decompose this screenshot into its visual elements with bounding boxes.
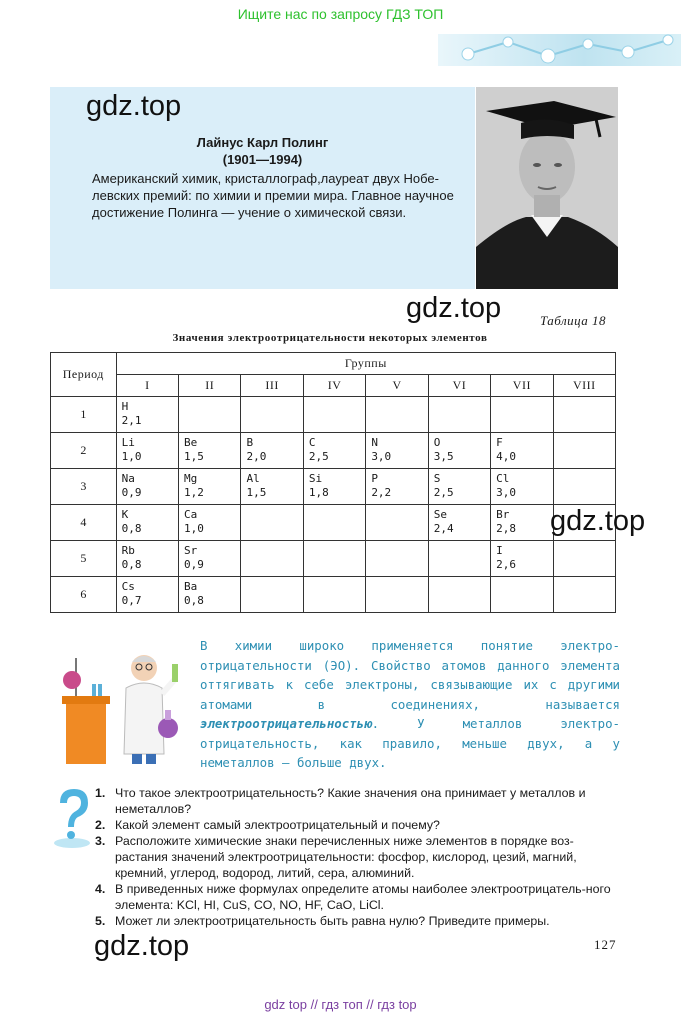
element-cell bbox=[366, 577, 428, 613]
element-cell bbox=[303, 469, 365, 505]
element-cell bbox=[179, 577, 241, 613]
intro-term: электроотрицательностью bbox=[200, 716, 372, 731]
intro-text-end: . У металлов электро-отрицательность, как правило, меньше двух, а у неметаллов — больше двух. bbox=[200, 716, 620, 770]
electronegativity-value: 2,2 bbox=[371, 486, 392, 499]
element-symbol: K bbox=[121, 508, 129, 521]
page-number: 127 bbox=[594, 937, 617, 952]
search-banner[interactable]: Ищите нас по запросу ГДЗ ТОП bbox=[237, 6, 444, 22]
element-symbol: P bbox=[371, 472, 378, 485]
group-header: I bbox=[116, 375, 178, 397]
bio-text bbox=[92, 170, 464, 221]
electronegativity-value: 0,8 bbox=[184, 594, 204, 607]
element-symbol: Cl bbox=[496, 472, 510, 485]
element-cell bbox=[303, 541, 365, 577]
electronegativity-table bbox=[50, 352, 616, 613]
element-symbol: Sr bbox=[184, 544, 198, 557]
element-symbol: Na bbox=[121, 472, 135, 485]
element-symbol: S bbox=[433, 472, 441, 485]
electronegativity-value: 0,9 bbox=[184, 558, 204, 571]
electronegativity-value: 0,8 bbox=[121, 558, 142, 571]
question-item: 2. Какой элемент самый электроотрицательный и почему? bbox=[95, 818, 440, 832]
question-mark-icon bbox=[50, 787, 94, 849]
element-cell bbox=[303, 505, 365, 541]
electronegativity-value: 0,9 bbox=[121, 486, 142, 499]
element-cell bbox=[553, 433, 615, 469]
electronegativity-value: 4,0 bbox=[496, 450, 517, 463]
element-cell bbox=[116, 505, 178, 541]
element-symbol: Li bbox=[121, 436, 135, 449]
table-row bbox=[51, 397, 616, 433]
element-cell bbox=[116, 577, 178, 613]
element-cell bbox=[366, 469, 428, 505]
element-cell bbox=[491, 469, 553, 505]
element-cell bbox=[491, 505, 553, 541]
table-row bbox=[51, 469, 616, 505]
groups-header: Группы bbox=[116, 353, 615, 375]
table-caption: Значения электроотрицательности некоторых элементов bbox=[172, 332, 488, 344]
element-cell bbox=[241, 577, 303, 613]
electronegativity-value: 3,0 bbox=[496, 486, 517, 499]
electronegativity-value: 0,8 bbox=[121, 522, 142, 535]
element-symbol: B bbox=[246, 436, 254, 449]
intro-text: В химии широко применяется понятие электро-отрицательности (ЭО). Свойство атомов данного элемента оттягивать к себе электроны, связывающие их с другими атомами в соединениях, называется bbox=[200, 638, 620, 712]
element-cell bbox=[553, 541, 615, 577]
electronegativity-value: 2,8 bbox=[496, 522, 517, 535]
watermark: gdz.top bbox=[86, 90, 182, 122]
element-cell bbox=[366, 397, 428, 433]
electronegativity-value: 2,0 bbox=[246, 450, 267, 463]
element-cell bbox=[553, 577, 615, 613]
element-cell bbox=[366, 541, 428, 577]
electronegativity-value: 1,5 bbox=[184, 450, 204, 463]
electronegativity-value: 1,0 bbox=[184, 522, 204, 535]
table-label: Таблица 18 bbox=[540, 313, 607, 328]
element-cell bbox=[116, 433, 178, 469]
electronegativity-value: 1,8 bbox=[308, 486, 329, 499]
element-cell bbox=[303, 577, 365, 613]
element-cell bbox=[428, 397, 490, 433]
element-cell bbox=[303, 397, 365, 433]
element-symbol: Al bbox=[246, 472, 260, 485]
element-cell bbox=[491, 541, 553, 577]
element-cell bbox=[241, 397, 303, 433]
table-row bbox=[51, 433, 616, 469]
element-symbol: I bbox=[496, 544, 503, 557]
element-symbol: O bbox=[433, 436, 441, 449]
element-cell bbox=[116, 397, 178, 433]
intro-paragraph bbox=[200, 636, 620, 773]
period-number: 5 bbox=[51, 541, 117, 577]
group-header: II bbox=[179, 375, 241, 397]
element-symbol: Se bbox=[433, 508, 447, 521]
element-symbol: Mg bbox=[184, 472, 198, 485]
element-symbol: F bbox=[496, 436, 503, 449]
electronegativity-value: 1,2 bbox=[184, 486, 204, 499]
question-item: 3. Расположите химические знаки перечисленных ниже элементов в порядке воз-растания значений электроотрицательности: фосфор, кислород, цезий, магний, кремний, углерод, водород, литий, сера, алюминий. bbox=[95, 834, 577, 880]
period-number: 6 bbox=[51, 577, 117, 613]
element-cell bbox=[241, 469, 303, 505]
element-cell bbox=[428, 577, 490, 613]
element-cell bbox=[553, 397, 615, 433]
electronegativity-value: 2,5 bbox=[433, 486, 454, 499]
watermark: gdz.top bbox=[94, 930, 190, 962]
questions-list bbox=[95, 785, 625, 929]
molecule-banner-image bbox=[438, 34, 681, 66]
electronegativity-value: 3,5 bbox=[433, 450, 454, 463]
chemist-illustration bbox=[52, 648, 192, 766]
element-symbol: Cs bbox=[121, 580, 135, 593]
element-cell bbox=[116, 469, 178, 505]
question-item: 1. Что такое электроотрицательность? Какие значения она принимает у металлов и неметаллов? bbox=[95, 786, 586, 816]
element-cell bbox=[179, 541, 241, 577]
period-number: 3 bbox=[51, 469, 117, 505]
bio-heading bbox=[50, 134, 475, 168]
group-header: VIII bbox=[553, 375, 615, 397]
element-cell bbox=[491, 397, 553, 433]
element-cell bbox=[428, 469, 490, 505]
watermark: gdz.top bbox=[406, 292, 502, 324]
bio-name: Лайнус Карл Полинг bbox=[196, 135, 329, 150]
element-cell bbox=[366, 433, 428, 469]
bio-years: (1901—1994) bbox=[222, 152, 303, 167]
table-row bbox=[51, 541, 616, 577]
element-symbol: Ca bbox=[184, 508, 198, 521]
electronegativity-value: 0,7 bbox=[121, 594, 142, 607]
footer-links[interactable]: gdz top // гдз топ // гдз top bbox=[264, 997, 417, 1012]
electronegativity-value: 1,0 bbox=[121, 450, 142, 463]
element-cell bbox=[303, 433, 365, 469]
element-cell bbox=[179, 469, 241, 505]
group-header: VII bbox=[491, 375, 553, 397]
element-cell bbox=[428, 505, 490, 541]
watermark: gdz.top bbox=[550, 505, 646, 537]
element-symbol: Be bbox=[184, 436, 198, 449]
bio-line: достижение Полинга — учение о химической связи. bbox=[92, 205, 407, 220]
element-symbol: Rb bbox=[121, 544, 135, 557]
group-header: IV bbox=[303, 375, 365, 397]
element-cell bbox=[179, 397, 241, 433]
bio-line: Американский химик, кристаллограф,лауреат двух Нобе- bbox=[92, 171, 439, 186]
element-cell bbox=[428, 433, 490, 469]
element-symbol: Br bbox=[496, 508, 510, 521]
electronegativity-value: 2,6 bbox=[496, 558, 517, 571]
element-cell bbox=[179, 505, 241, 541]
table-row bbox=[51, 577, 616, 613]
element-cell bbox=[428, 541, 490, 577]
element-cell bbox=[553, 469, 615, 505]
electronegativity-value: 1,5 bbox=[246, 486, 267, 499]
element-symbol: C bbox=[308, 436, 316, 449]
period-number: 1 bbox=[51, 397, 117, 433]
group-header: V bbox=[366, 375, 428, 397]
element-cell bbox=[179, 433, 241, 469]
bio-line: левских премий: по химии и премии мира. Главное научное bbox=[92, 188, 454, 203]
electronegativity-value: 2,4 bbox=[433, 522, 454, 535]
portrait-photo bbox=[476, 87, 618, 289]
element-cell bbox=[491, 433, 553, 469]
element-symbol: N bbox=[371, 436, 378, 449]
element-cell bbox=[366, 505, 428, 541]
electronegativity-value: 3,0 bbox=[371, 450, 392, 463]
element-cell bbox=[241, 505, 303, 541]
question-item: 4. В приведенных ниже формулах определите атомы наиболее электроотрицатель-ного элемента: KCl, HI, CuS, CO, NO, HF, CaO, LiCl. bbox=[95, 882, 611, 912]
element-symbol: Ba bbox=[184, 580, 198, 593]
table-row bbox=[51, 505, 616, 541]
element-cell bbox=[241, 433, 303, 469]
period-number: 2 bbox=[51, 433, 117, 469]
electronegativity-value: 2,5 bbox=[308, 450, 329, 463]
period-number: 4 bbox=[51, 505, 117, 541]
group-header: III bbox=[241, 375, 303, 397]
electronegativity-value: 2,1 bbox=[121, 414, 142, 427]
element-cell bbox=[116, 541, 178, 577]
element-cell bbox=[491, 577, 553, 613]
period-header: Период bbox=[51, 353, 117, 397]
element-symbol: H bbox=[121, 400, 129, 413]
element-cell bbox=[241, 541, 303, 577]
question-item: 5. Может ли электроотрицательность быть равна нулю? Приведите примеры. bbox=[95, 914, 550, 928]
group-header: VI bbox=[428, 375, 490, 397]
element-symbol: Si bbox=[308, 472, 323, 485]
